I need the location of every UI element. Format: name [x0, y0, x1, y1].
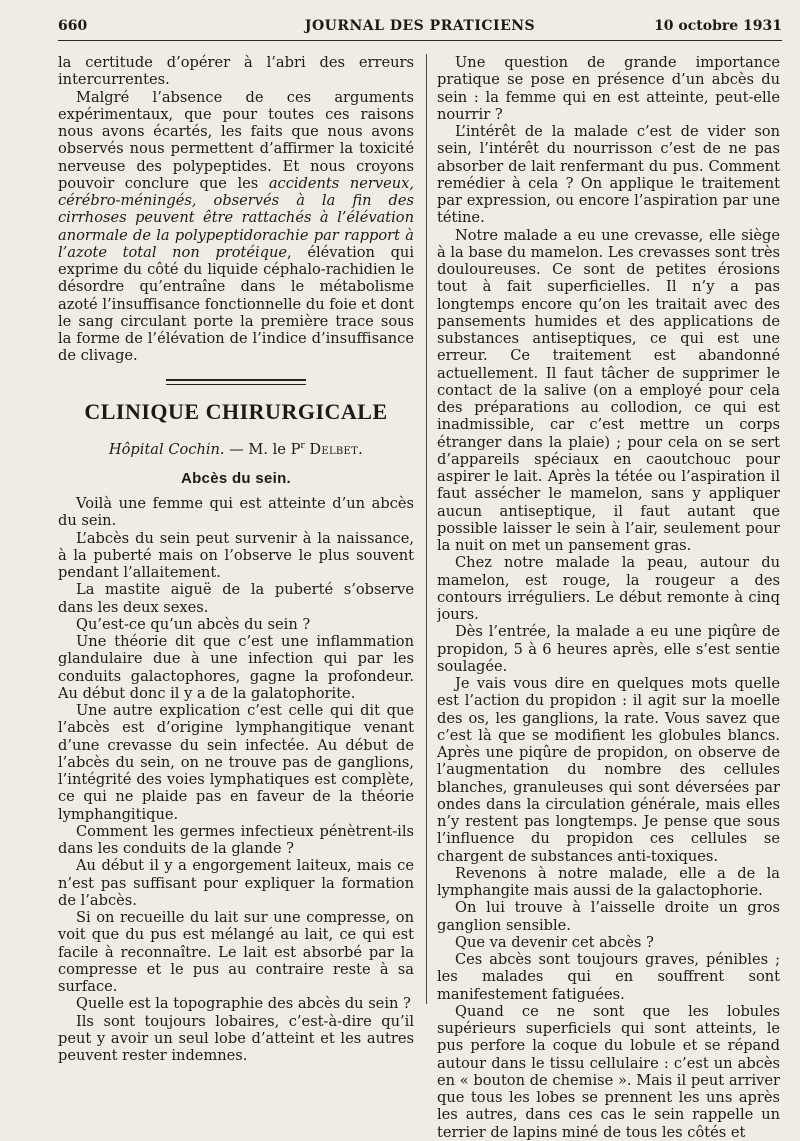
paragraph: La mastite aiguë de la puberté s’observe dans les deux sexes.	[58, 581, 414, 616]
journal-title: JOURNAL DES PRATICIENS	[304, 18, 536, 34]
hospital-name: Hôpital Cochin.	[108, 440, 225, 458]
hospital-line	[58, 438, 414, 458]
issue-date: 10 octobre 1931	[654, 18, 782, 34]
professor-name: Delbet.	[309, 440, 364, 458]
paragraph: Voilà une femme qui est atteinte d’un abcès du sein.	[58, 495, 414, 530]
paragraph	[58, 89, 414, 365]
article-subtitle: Abcès du sein.	[180, 469, 292, 487]
paragraph: Quand ce ne sont que les lobules supérieurs superficiels qui sont atteints, le pus perfore la coque du lobule et se répand autour dans le tissu cellulaire : c’est un abcès en « bouton de chemise ». Mais il peut arriver que tous les lobes se prennent les uns après les autres, dans ces cas le sein rappelle un terrier de lapins miné de tous les côtés et	[437, 1002, 780, 1141]
paragraph: Chez notre malade la peau, autour du mamelon, est rouge, la rougeur a des contours irréguliers. Le début remonte à cinq jours.	[437, 554, 780, 623]
paragraph-text: Malgré l’absence de ces arguments expérimentaux, que pour toutes ces raisons nous avons écartés, les faits que nous avons observés nous permettent d’affirmer la toxicité nerveuse des polypeptides. Et nous croyons pouvoir conclure que les	[58, 88, 414, 192]
hospital-mid: — M. le P	[224, 440, 301, 458]
paragraph: Quelle est la topographie des abcès du sein ?	[76, 995, 411, 1013]
paragraph: Revenons à notre malade, elle a de la lymphangite mais aussi de la galactophorie.	[437, 864, 780, 899]
paragraph: Comment les germes infectieux pénètrent-ils dans les conduits de la glande ?	[58, 822, 414, 858]
paragraph-text: , élévation qui exprime du côté du liquide céphalo-rachidien le désordre qu’entraîne dans le métabolisme azoté l’insuffisance fonctionnelle du foie et dont le sang circulant porte la première trace sous la forme de l’élévation de l’indice d’insuffisance de clivage.	[58, 243, 414, 365]
paragraph: Que va devenir cet abcès ?	[455, 933, 654, 951]
section-title: CLINIQUE CHIRURGICALE	[84, 398, 388, 424]
column-rule	[426, 54, 427, 1004]
paragraph: Ils sont toujours lobaires, c’est-à-dire qu’il peut y avoir un seul lobe d’atteint et les autres peuvent rester indemnes.	[58, 1012, 414, 1065]
paragraph: Une théorie dit que c’est une inflammation glandulaire due à une infection qui par les conduits galactophores, gagne la profondeur. Au début donc il y a de la galatophorite.	[58, 633, 414, 702]
page-header	[58, 14, 782, 41]
left-column	[58, 54, 414, 1064]
page-number: 660	[58, 18, 88, 34]
paragraph: On lui trouve à l’aisselle droite un gros ganglion sensible.	[437, 899, 780, 934]
paragraph: L’intérêt de la malade c’est de vider son sein, l’intérêt du nourrisson c’est de ne pas absorber de lait renfermant du pus. Comment remédier à cela ? On applique le traitement par expression, ou encore l’aspiration par une tétine.	[437, 123, 780, 227]
right-column	[437, 54, 780, 1141]
paragraph: la certitude d’opérer à l’abri des erreurs intercurrentes.	[58, 54, 414, 89]
paragraph: Notre malade a eu une crevasse, elle siège à la base du mamelon. Les crevasses sont très douloureuses. Ce sont de petites érosions tout à fait superficielles. Il n’y a pas longtemps encore qu’on les traitait avec des pansements humides et des applications de substances antiseptiques, ce qui est une erreur. Ce traitement est abandonné actuellement. Il faut tâcher de supprimer le contact de la salive (on a employé pour cela des préparations au collodion, ce qui est inadmissible, car c’est mettre un corps étranger dans la plaie) ; pour cela on se sert d’appareils spéciaux en caoutchouc pour aspirer le lait. Après la tétée ou l’aspiration il faut assécher le mamelon, sans y appliquer aucun antiseptique, il faut autant que possible laisser le sein à l’air, seulement pour la nuit on met un pansement gras.	[437, 226, 780, 554]
paragraph: Ces abcès sont toujours graves, pénibles ; les malades qui en souffrent sont manifestement fatiguées.	[437, 951, 780, 1003]
paragraph: Je vais vous dire en quelques mots quelle est l’action du propidon : il agit sur la moelle des os, les ganglions, la rate. Vous savez que c’est là que se modifient les globules blancs. Après une piqûre de propidon, on observe de l’augmentation du nombre des cellules blanches, granuleuses qui sont déversées par ondes dans la circulation générale, mais elles n’y restent pas longtemps. Je pense que sous l’influence du propidon ces cellules se chargent de substances anti-toxiques.	[437, 675, 780, 865]
paragraph: Une question de grande importance pratique se pose en présence d’un abcès du sein : la femme qui en est atteinte, peut-elle nourrir ?	[437, 54, 780, 123]
paragraph-emphasis: accidents nerveux, cérébro-méningés, observés à la fin des cirrhoses peuvent être rattachés à l’élévation anormale de la polypeptidorachie par rapport à l’azote total non protéique	[58, 174, 414, 261]
section-divider	[166, 379, 306, 385]
paragraph: Au début il y a engorgement laiteux, mais ce n’est pas suffisant pour expliquer la formation de l’abcès.	[58, 857, 414, 909]
paragraph: L’abcès du sein peut survenir à la naissance, à la puberté mais on l’observe le plus souvent pendant l’allaitement.	[58, 529, 414, 582]
professor-abbrev-sup: r	[300, 440, 305, 451]
paragraph: Qu’est-ce qu’un abcès du sein ?	[76, 615, 311, 633]
paragraph: Si on recueille du lait sur une compresse, on voit que du pus est mélangé au lait, ce qui est facile à reconnaître. Le lait est absorbé par la compresse et le pus au contraire reste à sa surface.	[58, 909, 414, 996]
paragraph: Dès l’entrée, la malade a eu une piqûre de propidon, 5 à 6 heures après, elle s’est sentie soulagée.	[437, 623, 780, 675]
paragraph: Une autre explication c’est celle qui dit que l’abcès est d’origine lymphangitique venant d’une crevasse du sein infectée. Au début de l’abcès du sein, on ne trouve pas de ganglions, l’intégrité des voies lymphatiques est complète, ce qui ne plaide pas en faveur de la théorie lymphangitique.	[58, 702, 414, 823]
